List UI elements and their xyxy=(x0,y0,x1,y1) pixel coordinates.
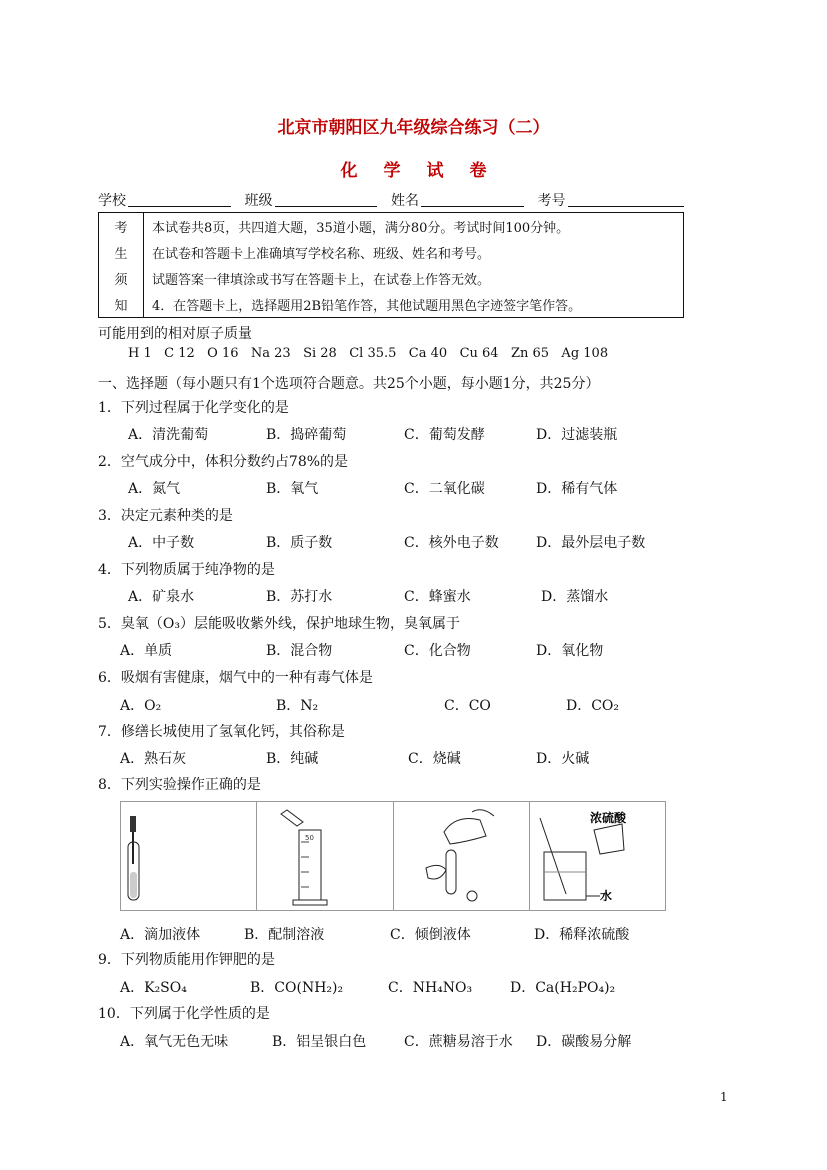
question-option[interactable]: D．过滤装瓶 xyxy=(536,427,618,443)
question-option[interactable]: C．NH₄NO₃ xyxy=(388,980,473,996)
question-option[interactable]: A．滴加液体 xyxy=(120,927,201,943)
question-option[interactable]: D．氧化物 xyxy=(536,643,604,659)
id-blank[interactable] xyxy=(568,190,685,207)
question-option[interactable]: B．氧气 xyxy=(266,481,319,497)
class-blank[interactable] xyxy=(275,190,378,207)
question-option[interactable]: B．CO(NH₂)₂ xyxy=(250,980,344,996)
notice-side: 须 xyxy=(99,265,144,291)
question-option[interactable]: A．中子数 xyxy=(128,535,195,551)
notice-side: 生 xyxy=(99,239,144,265)
notice-side: 考 xyxy=(99,213,144,240)
notice-row: 在试卷和答题卡上准确填写学校名称、班级、姓名和考号。 xyxy=(144,239,684,265)
question-option[interactable]: C．二氧化碳 xyxy=(404,481,485,497)
question-option[interactable]: D．稀有气体 xyxy=(536,481,618,497)
info-field-id: 考号 xyxy=(538,190,685,210)
dilution-illustration xyxy=(530,802,666,910)
question-option[interactable]: A．清洗葡萄 xyxy=(128,427,209,443)
question-option[interactable]: B．铝呈银白色 xyxy=(272,1034,367,1050)
notice-row: 本试卷共8页，共四道大题，35道小题，满分80分。考试时间100分钟。 xyxy=(144,213,684,240)
question-stem: 2．空气成分中，体积分数约占78%的是 xyxy=(98,454,349,470)
question-option[interactable]: D．最外层电子数 xyxy=(536,535,646,551)
figure-dilute xyxy=(530,802,665,910)
name-blank[interactable] xyxy=(421,190,524,207)
question-option[interactable]: C．烧碱 xyxy=(408,751,461,767)
question-option[interactable]: C．蔗糖易溶于水 xyxy=(404,1034,513,1050)
cylinder-scale-label: 50 xyxy=(305,834,315,842)
question-option[interactable]: D．稀释浓硫酸 xyxy=(534,927,630,943)
question-option[interactable]: B．N₂ xyxy=(276,698,319,714)
question-option[interactable]: A．K₂SO₄ xyxy=(120,980,187,996)
notice-side: 知 xyxy=(99,291,144,318)
figure-q8 xyxy=(120,801,666,911)
question-stem: 3．决定元素种类的是 xyxy=(98,508,233,524)
figure-dropper xyxy=(121,802,257,910)
info-field-class: 班级 xyxy=(245,190,392,210)
water-label: 水 xyxy=(599,889,612,903)
school-blank[interactable] xyxy=(128,190,231,207)
question-stem: 8．下列实验操作正确的是 xyxy=(98,777,261,793)
question-option[interactable]: C．蜂蜜水 xyxy=(404,589,471,605)
notice-row: 4．在答题卡上，选择题用2B铅笔作答，其他试题用黑色字迹签字笔作答。 xyxy=(144,291,684,318)
notice-box xyxy=(98,212,684,318)
page-subtitle: 化学试卷 xyxy=(340,161,513,181)
question-stem: 9．下列物质能用作钾肥的是 xyxy=(98,952,275,968)
question-stem: 10．下列属于化学性质的是 xyxy=(98,1006,270,1022)
question-stem: 4．下列物质属于纯净物的是 xyxy=(98,562,275,578)
question-stem: 5．臭氧（O₃）层能吸收紫外线，保护地球生物，臭氧属于 xyxy=(98,616,460,632)
question-option[interactable]: D．CO₂ xyxy=(566,698,620,714)
question-option[interactable]: D．火碱 xyxy=(536,751,590,767)
question-option[interactable]: D．蒸馏水 xyxy=(541,589,609,605)
question-option[interactable]: C．葡萄发酵 xyxy=(404,427,485,443)
figure-pour xyxy=(394,802,530,910)
question-option[interactable]: B．质子数 xyxy=(266,535,333,551)
question-option[interactable]: D．Ca(H₂PO₄)₂ xyxy=(510,980,616,996)
question-stem: 7．修缮长城使用了氢氧化钙，其俗称是 xyxy=(98,724,345,740)
notice-row: 试题答案一律填涂或书写在答题卡上，在试卷上作答无效。 xyxy=(144,265,684,291)
section-heading: 一、选择题（每小题只有1个选项符合题意。共25个小题，每小题1分，共25分） xyxy=(98,376,600,392)
question-option[interactable]: C．核外电子数 xyxy=(404,535,499,551)
info-field-name: 姓名 xyxy=(391,190,538,210)
acid-label: 浓硫酸 xyxy=(589,811,626,825)
question-option[interactable]: A．O₂ xyxy=(120,698,162,714)
question-stem: 6．吸烟有害健康，烟气中的一种有毒气体是 xyxy=(98,670,373,686)
question-option[interactable]: C．倾倒液体 xyxy=(390,927,471,943)
atomic-label: 可能用到的相对原子质量 xyxy=(98,326,252,342)
question-option[interactable]: B．混合物 xyxy=(266,643,333,659)
question-option[interactable]: B．苏打水 xyxy=(266,589,333,605)
question-option[interactable]: B．纯碱 xyxy=(266,751,319,767)
page-number: 1 xyxy=(720,1090,728,1104)
info-field-school: 学校 xyxy=(98,190,245,210)
question-option[interactable]: A．氮气 xyxy=(128,481,181,497)
question-option[interactable]: B．捣碎葡萄 xyxy=(266,427,347,443)
page-title: 北京市朝阳区九年级综合练习（二） xyxy=(277,118,550,138)
pouring-illustration xyxy=(394,802,542,910)
question-option[interactable]: D．碳酸易分解 xyxy=(536,1034,632,1050)
dropper-illustration xyxy=(121,802,238,910)
cylinder-illustration xyxy=(257,802,393,910)
question-option[interactable]: A．矿泉水 xyxy=(128,589,195,605)
question-stem: 1．下列过程属于化学变化的是 xyxy=(98,400,289,416)
info-fields xyxy=(98,190,684,210)
question-option[interactable]: C．化合物 xyxy=(404,643,471,659)
figure-cylinder xyxy=(257,802,393,910)
question-option[interactable]: B．配制溶液 xyxy=(244,927,325,943)
question-option[interactable]: A．氧气无色无味 xyxy=(120,1034,229,1050)
atomic-values: H 1 C 12 O 16 Na 23 Si 28 Cl 35.5 Ca 40 Cu 64 Zn 65 Ag 108 xyxy=(128,346,609,361)
question-option[interactable]: A．单质 xyxy=(120,643,173,659)
question-option[interactable]: A．熟石灰 xyxy=(120,751,187,767)
question-option[interactable]: C．CO xyxy=(444,698,491,714)
